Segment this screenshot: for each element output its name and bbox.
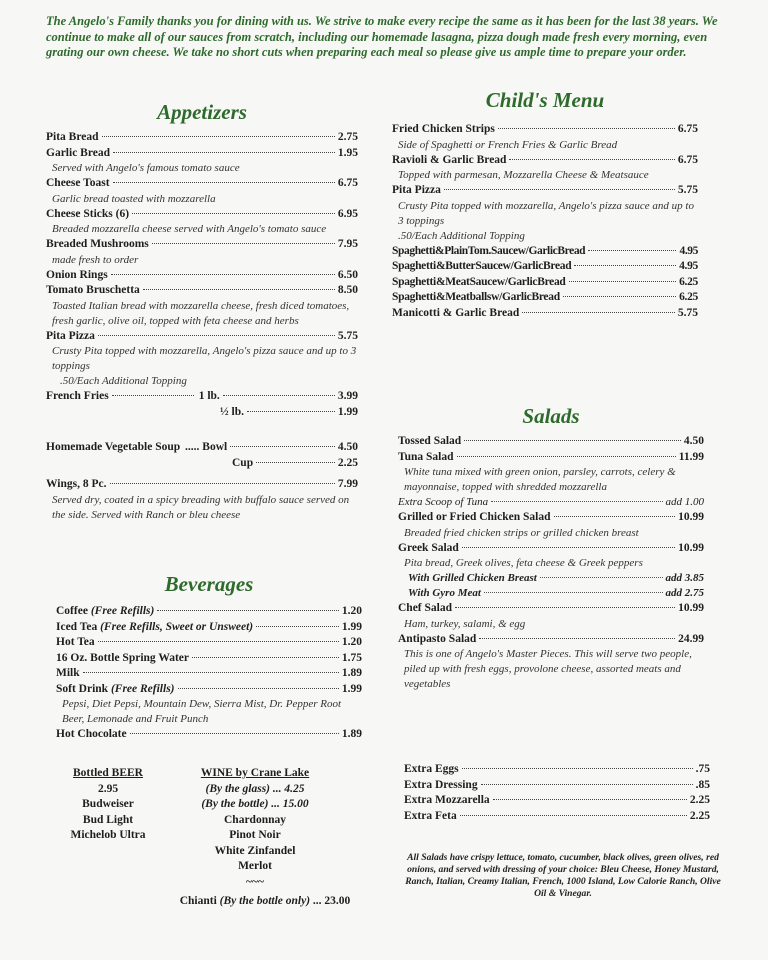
item-description: Topped with parmesan, Mozzarella Cheese & Meatsauce [398,169,649,181]
beer-item: Budweiser [82,798,134,810]
menu-item: Spaghetti&ButterSaucew/GarlicBread 4.95 [392,260,698,272]
menu-item: Soft Drink (Free Refills) 1.99 [56,682,362,695]
menu-item: Iced Tea (Free Refills, Sweet or Unsweet) 1.99 [56,620,362,633]
wine-glass-price: (By the glass) ... 4.25 [205,782,305,795]
menu-item: Spaghetti&Meatballsw/GarlicBread 6.25 [392,291,698,303]
menu-item: Greek Salad 10.99 [398,541,704,554]
wine-bottle-price: (By the bottle) ... 15.00 [201,798,309,810]
item-description: Side of Spaghetti or French Fries & Garlic Bread [398,138,618,151]
menu-item: 16 Oz. Bottle Spring Water 1.75 [56,651,362,664]
item-description: Ham, turkey, salami, & egg [404,617,526,630]
menu-item: Ravioli & Garlic Bread 6.75 [392,153,698,166]
beer-price: 2.95 [97,782,119,795]
menu-item: Antipasto Salad 24.99 [398,632,704,645]
item-description: White tuna mixed with green onion, parsley, carrots, celery & mayonnaise, topped with shredded mozzarella [404,466,676,493]
menu-item: French Fries 1 lb. 3.99 [46,390,358,402]
menu-item: Tomato Bruschetta 8.50 [46,284,358,296]
beverages-title: Beverages [164,572,254,596]
menu-item: Grilled or Fried Chicken Salad 10.99 [398,511,704,523]
wine-item: Chardonnay [224,813,286,826]
beer-item: Michelob Ultra [70,829,146,841]
extra-item: Extra Mozzarella 2.25 [404,794,710,806]
menu-item: Cheese Sticks (6) 6.95 [46,207,358,220]
menu-item: Onion Rings 6.50 [46,268,358,281]
menu-item: Pita Bread 2.75 [46,131,358,143]
menu-item: Pita Pizza 5.75 [392,184,698,196]
wine-item: Pinot Noir [229,829,281,841]
menu-item: Garlic Bread 1.95 [46,146,358,159]
item-option: With Grilled Chicken Breast add 3.85 [408,572,704,584]
wine-item: Merlot [238,860,272,872]
appetizers-section [46,100,358,523]
menu-item-size: Cup 2.25 [232,456,358,469]
menu-item: Spaghetti&PlainTom.Saucew/GarlicBread 4.95 [392,244,698,257]
extra-item: Extra Feta 2.25 [404,809,710,822]
menu-item: Cheese Toast 6.75 [46,177,358,189]
menu-item-size: ½ lb. 1.99 [220,405,358,418]
item-description: Pepsi, Diet Pepsi, Mountain Dew, Sierra Mist, Dr. Pepper Root Beer, Lemonade and Fruit Punch [62,698,342,725]
menu-item: Spaghetti&MeatSaucew/GarlicBread 6.25 [392,275,698,288]
item-description: Toasted Italian bread with mozzarella cheese, fresh diced tomatoes, fresh garlic, olive oil, topped with feta cheese and herbs [52,299,350,327]
menu-item: Tossed Salad 4.50 [398,435,704,447]
menu-item: Milk 1.89 [56,667,362,679]
item-description: Crusty Pita topped with mozzarella, Angelo's pizza sauce and up to 3 toppings [398,199,694,227]
menu-item: Tuna Salad 11.99 [398,450,704,463]
wine-item: White Zinfandel [214,844,296,857]
childs-menu-title: Child's Menu [485,88,605,112]
item-option: With Gyro Meat add 2.75 [408,587,704,599]
menu-item: Breaded Mushrooms 7.95 [46,238,358,250]
item-description: made fresh to order [52,253,139,266]
beer-list [56,766,160,844]
item-description: Crusty Pita topped with mozzarella, Angelo's pizza sauce and up to 3 toppings [52,345,357,372]
menu-item: Hot Chocolate 1.89 [56,728,362,740]
wine-separator: ~~~ [246,875,264,888]
menu-item: Hot Tea 1.20 [56,636,362,648]
item-description: Breaded fried chicken strips or grilled chicken breast [404,526,639,539]
menu-item: Pita Pizza 5.75 [46,329,358,342]
menu-item: Coffee (Free Refills) 1.20 [56,605,362,617]
item-description: Garlic bread toasted with mozzarella [52,192,216,205]
wine-list [180,766,330,890]
appetizers-title: Appetizers [157,100,247,124]
childs-menu-section [392,88,698,321]
item-description: This is one of Angelo's Master Pieces. This will serve two people, piled up with fresh eggs, provolone cheese, assorted meats and vegetables [404,648,692,690]
menu-item: Fried Chicken Strips 6.75 [392,123,698,135]
salad-extras [404,762,710,824]
menu-item: Manicotti & Garlic Bread 5.75 [392,306,698,319]
extra-item: Extra Eggs .75 [404,763,710,775]
menu-item: Chef Salad 10.99 [398,602,704,614]
intro-text: The Angelo's Family thanks you for dining with us. We strive to make every recipe the same as it has been for the last 38 years. We continue to make all of our sauces from scratch, including our homemade lasagna, pizza dough made fresh every morning, even grating our own cheese. We take no short cuts when preparing each meal so please give us ample time to prepare your order. [46,14,718,59]
item-description: Breaded mozzarella cheese served with Angelo's tomato sauce [52,223,327,235]
beer-item: Bud Light [82,813,134,826]
menu-item: Homemade Vegetable Soup ..... Bowl 4.50 [46,441,358,453]
item-extra: .50/Each Additional Topping [60,375,187,387]
chianti-line: Chianti (By the bottle only) ... 23.00 [179,895,351,907]
salad-note: All Salads have crispy lettuce, tomato, cucumber, black olives, green olives, red onions, and served with dressing of your choice: Bleu Cheese, Honey Mustard, Ranch, Italian, Creamy Italian, French, 1000 Island, Low Calorie Ranch, Olive Oil & Vinegar. [405,852,721,899]
salads-section [398,404,704,692]
extra-item: Extra Dressing .85 [404,778,710,791]
wine-title: WINE by Crane Lake [200,767,310,779]
menu-item: Wings, 8 Pc. 7.99 [46,478,358,490]
item-option: Extra Scoop of Tuna add 1.00 [398,496,704,508]
item-extra: .50/Each Additional Topping [398,229,525,242]
beverages-section [56,572,362,743]
item-description: Served dry, coated in a spicy breading with buffalo sauce served on the side. Served with Ranch or bleu cheese [52,493,350,521]
item-description: Served with Angelo's famous tomato sauce [52,162,240,174]
item-description: Pita bread, Greek olives, feta cheese & Greek peppers [404,557,643,569]
salads-title: Salads [522,404,580,428]
beer-title: Bottled BEER [73,767,143,779]
